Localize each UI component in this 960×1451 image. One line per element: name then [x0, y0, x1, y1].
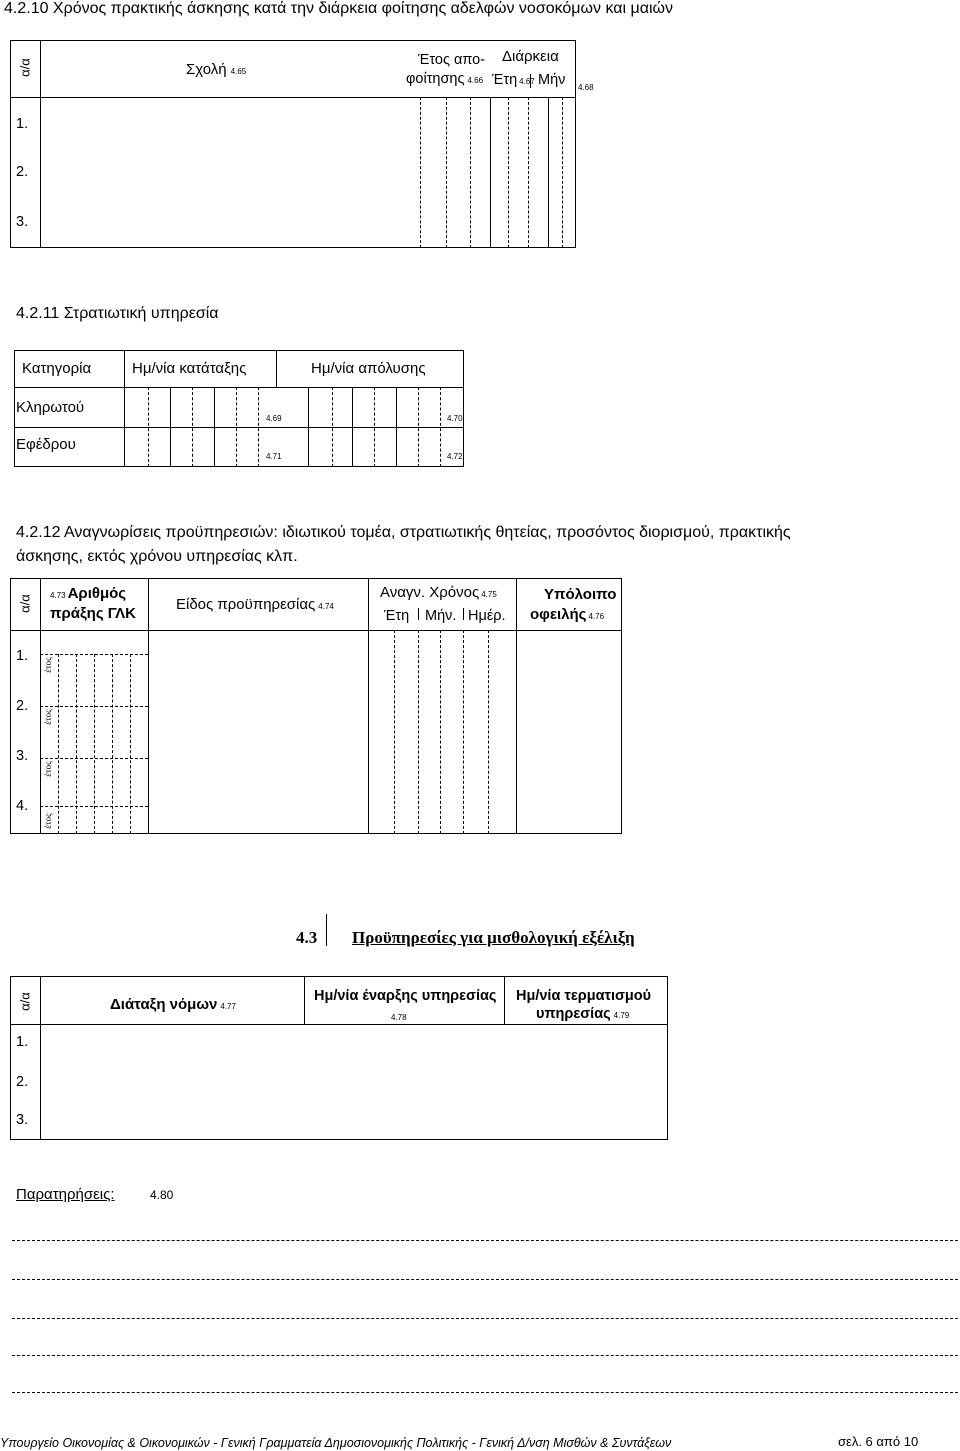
- ref-4-70: 4.70: [447, 414, 463, 423]
- row-number-1: 1.: [16, 648, 29, 664]
- col-graduation-year-2: φοίτησης 4.66: [406, 71, 484, 87]
- col-aa: α/α: [17, 58, 33, 77]
- remarks-ref: 4.80: [150, 1188, 174, 1202]
- col-service-kind: Είδος προϋπηρεσίας 4.74: [176, 596, 334, 613]
- col-balance: Υπόλοιπο: [544, 586, 617, 603]
- row-conscript: Κληρωτού: [16, 399, 85, 416]
- row-number-2: 2.: [16, 698, 29, 714]
- col-recog-years: Έτη: [384, 608, 410, 624]
- col-recog-days: Ημέρ.: [468, 608, 506, 624]
- row-number-2: 2.: [16, 164, 29, 180]
- col-end-date-2: υπηρεσίας 4.79: [536, 1006, 630, 1022]
- col-aa: α/α: [17, 992, 33, 1011]
- year-label-4: έτος: [43, 813, 53, 829]
- col-start-ref: 4.78: [391, 1013, 407, 1022]
- row-number-3: 3.: [16, 214, 29, 230]
- col-school: Σχολή 4.65: [186, 61, 247, 78]
- remarks-label: Παρατηρήσεις:: [16, 1186, 115, 1203]
- col-act-number-2: πράξης ΓΛΚ: [50, 605, 137, 622]
- remarks-line-4[interactable]: [12, 1355, 958, 1356]
- section-4-3-title: Προϋπηρεσίες για μισθολογική εξέλιξη: [352, 928, 635, 947]
- year-label-2: έτος: [43, 709, 53, 725]
- remarks-line-1[interactable]: [12, 1240, 958, 1241]
- year-label-3: έτος: [43, 761, 53, 777]
- remarks-line-3[interactable]: [12, 1318, 958, 1319]
- section-4-2-10-title: 4.2.10 Χρόνος πρακτικής άσκησης κατά την διάρκεια φοίτησης αδελφών νοσοκόμων και μαιών: [4, 0, 674, 17]
- col-graduation-year-1: Έτος απο-: [418, 52, 486, 68]
- col-aa: α/α: [17, 594, 33, 613]
- col-recog-months: Μήν.: [425, 608, 457, 624]
- remarks-line-5[interactable]: [12, 1392, 958, 1393]
- row-number-1: 1.: [16, 1034, 29, 1050]
- col-discharge-date: Ημ/νία απόλυσης: [311, 360, 426, 377]
- row-number-1: 1.: [16, 116, 29, 132]
- year-label-1: έτος: [43, 657, 53, 673]
- col-enlist-date: Ημ/νία κατάταξης: [132, 360, 247, 377]
- ref-4-72: 4.72: [447, 452, 463, 461]
- section-4-2-12-title-1: 4.2.12 Αναγνωρίσεις προϋπηρεσιών: ιδιωτικού τομέα, στρατιωτικής θητείας, προσόντος διορισμού, πρακτικής: [16, 524, 791, 541]
- ref-4-71: 4.71: [266, 452, 282, 461]
- col-act-number: 4.73 Αριθμός: [50, 585, 127, 602]
- footer-text: Υπουργείο Οικονομίας & Οικονομικών - Γενική Γραμματεία Δημοσιονομικής Πολιτικής - Γενική Δ/νση Μισθών & Συντάξεων: [0, 1436, 672, 1450]
- col-months-ref: 4.68: [578, 83, 594, 92]
- section-4-3-number: 4.3: [296, 928, 318, 947]
- col-years: Έτη 4.67: [492, 72, 535, 88]
- col-end-date: Ημ/νία τερματισμού: [516, 988, 652, 1004]
- col-balance-2: οφειλής 4.76: [530, 606, 605, 623]
- page-number: σελ. 6 από 10: [838, 1434, 919, 1449]
- col-duration: Διάρκεια: [502, 48, 559, 65]
- col-category: Κατηγορία: [22, 360, 92, 377]
- section-4-2-11-title: 4.2.11 Στρατιωτική υπηρεσία: [16, 305, 219, 322]
- col-law-provision: Διάταξη νόμων 4.77: [110, 996, 236, 1013]
- ref-4-69: 4.69: [266, 414, 282, 423]
- row-number-3: 3.: [16, 748, 29, 764]
- section-4-2-12-title-2: άσκησης, εκτός χρόνου υπηρεσίας κλπ.: [16, 548, 298, 565]
- row-number-2: 2.: [16, 1074, 29, 1090]
- row-number-4: 4.: [16, 798, 29, 814]
- row-reservist: Εφέδρου: [16, 436, 76, 453]
- col-months: Μήν: [538, 72, 566, 88]
- col-start-date: Ημ/νία έναρξης υπηρεσίας: [314, 988, 497, 1004]
- row-number-3: 3.: [16, 1112, 29, 1128]
- remarks-line-2[interactable]: [12, 1279, 958, 1280]
- col-recognized-time: Αναγν. Χρόνος 4.75: [380, 584, 497, 601]
